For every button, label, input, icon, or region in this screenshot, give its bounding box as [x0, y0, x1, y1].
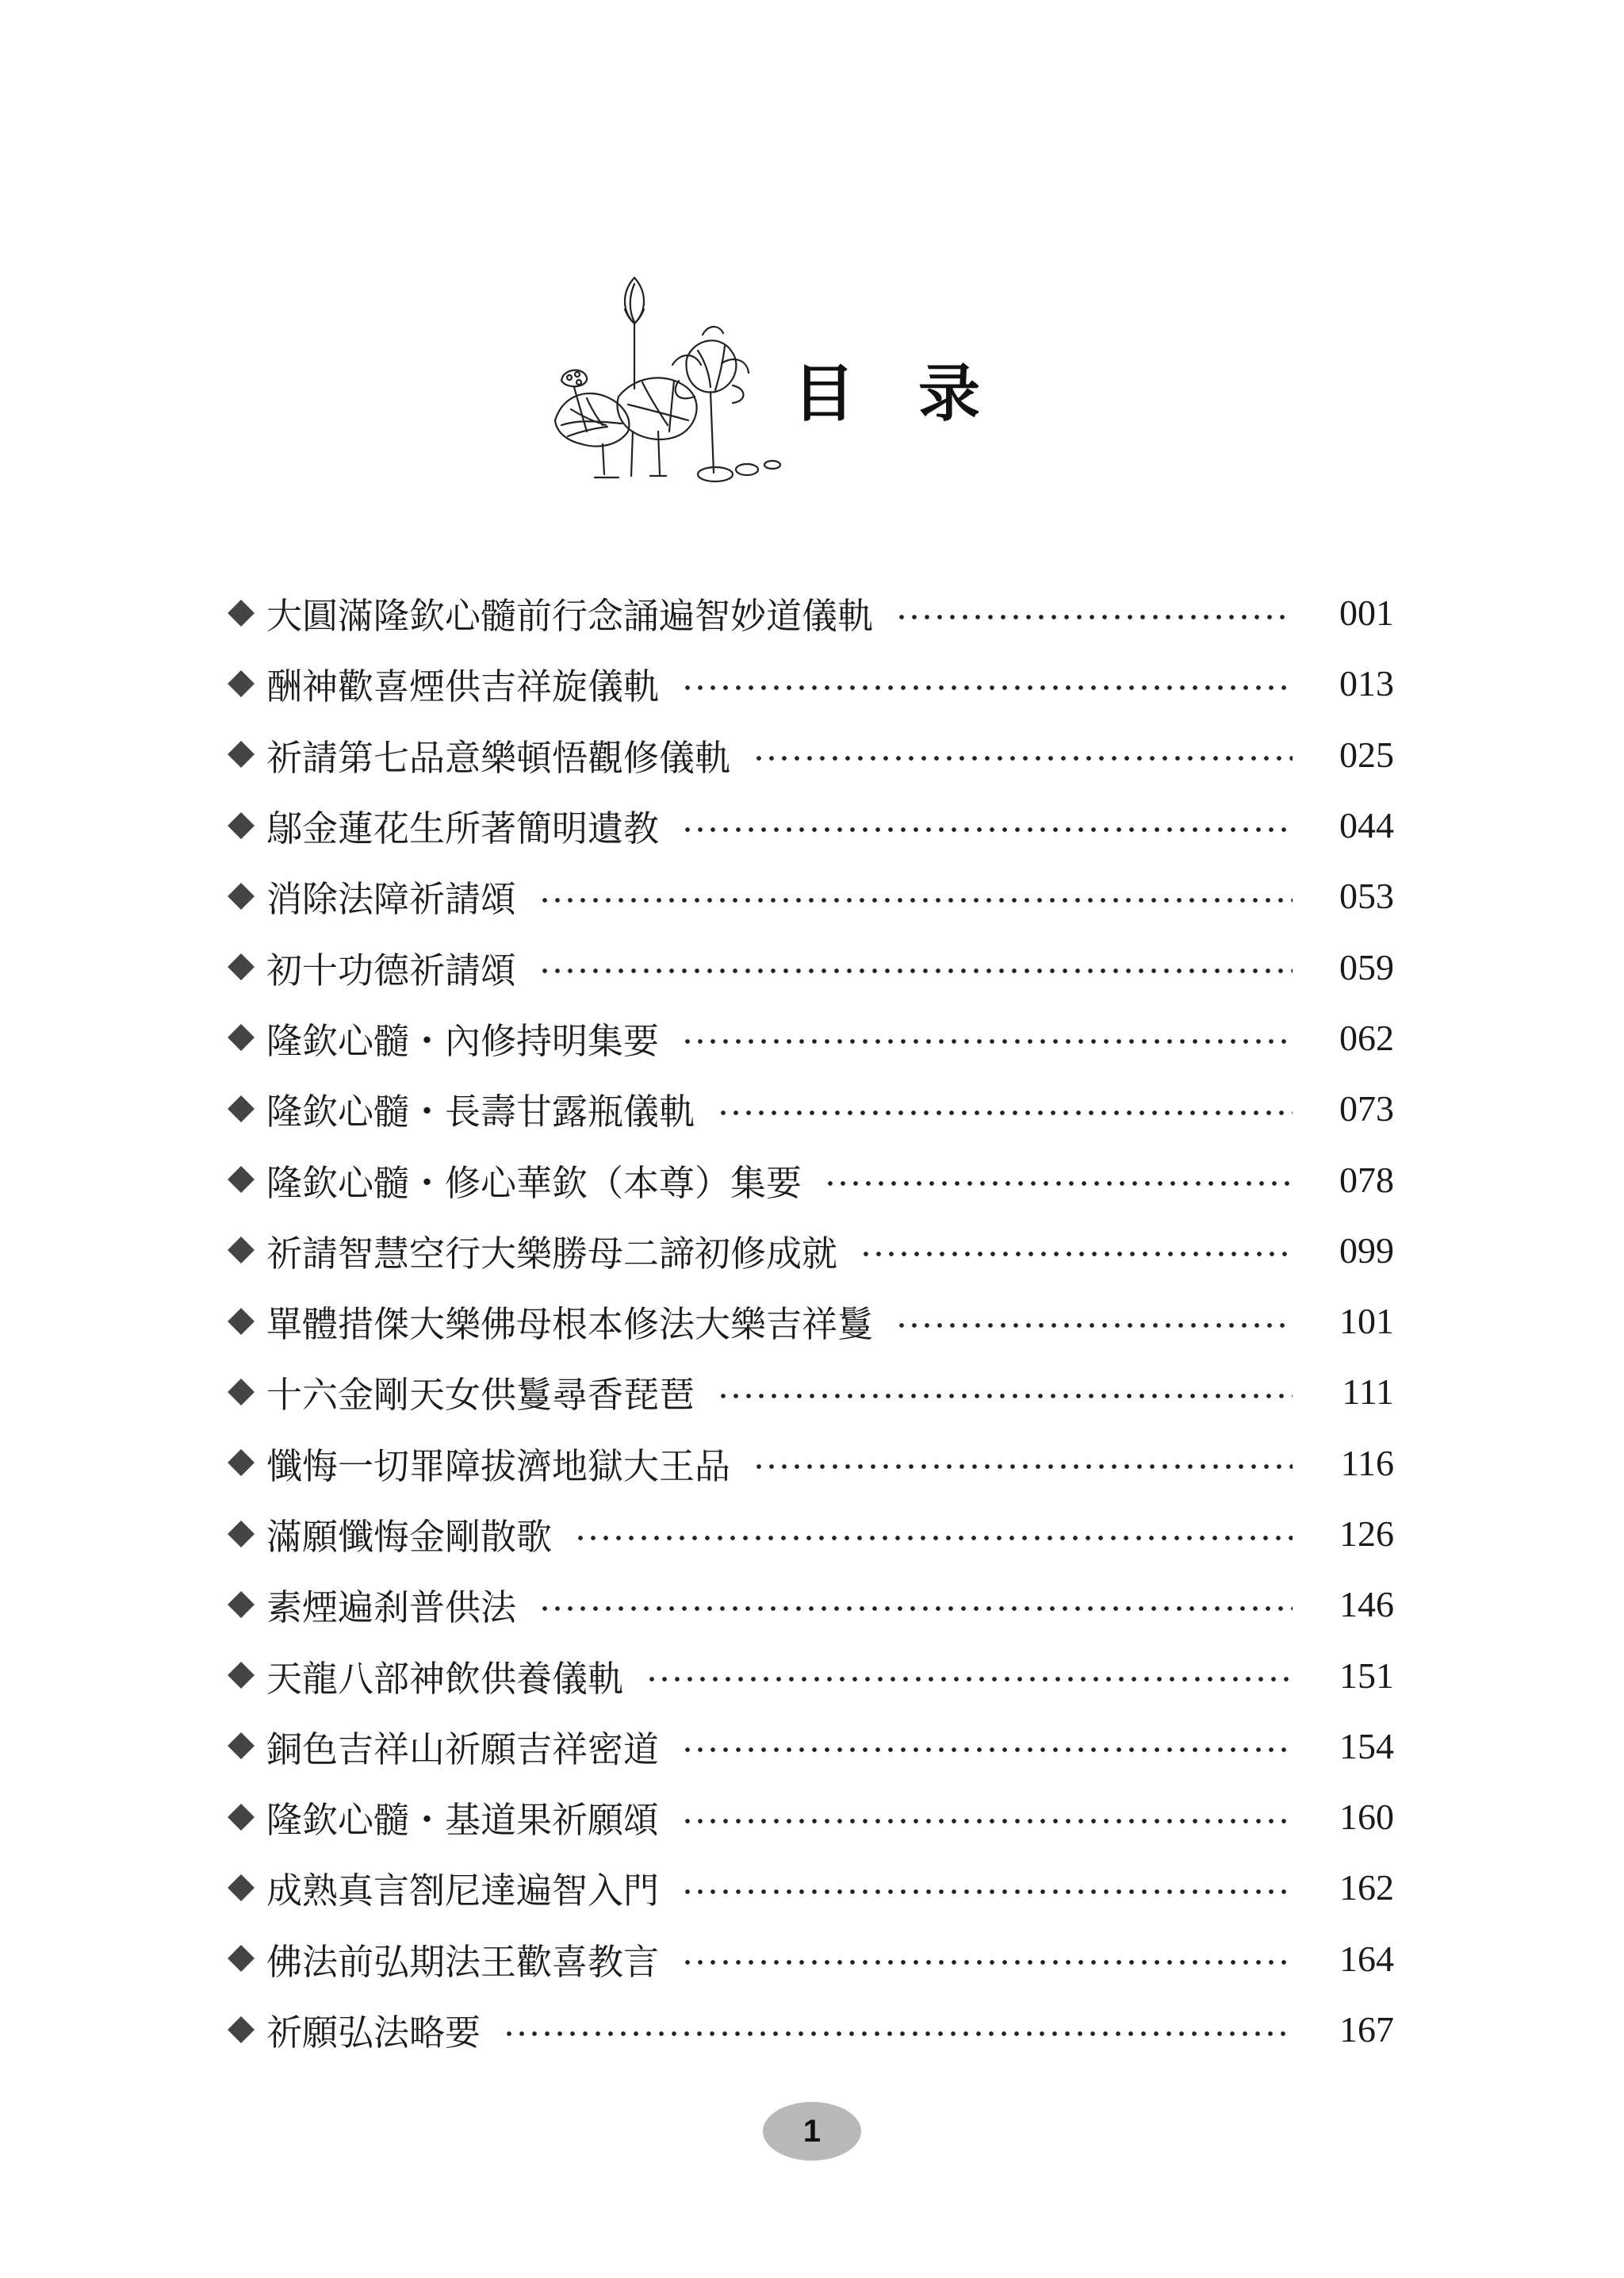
diamond-bullet-icon	[228, 812, 255, 839]
toc-entry[interactable]	[228, 1994, 1394, 2065]
toc-entry-page: 160	[1339, 1797, 1394, 1838]
dot-leader	[645, 1677, 1293, 1682]
toc-entry-page: 025	[1339, 734, 1394, 775]
toc-entry[interactable]	[228, 861, 1394, 931]
toc-entry[interactable]	[228, 719, 1394, 790]
diamond-bullet-icon	[228, 883, 255, 910]
toc-entry[interactable]	[228, 1356, 1394, 1427]
toc-entry-title: 大圓滿隆欽心髓前行念誦遍智妙道儀軌	[266, 595, 874, 638]
table-of-contents	[228, 577, 1394, 2065]
toc-entry-page: 167	[1339, 2009, 1394, 2050]
toc-entry[interactable]	[228, 1286, 1394, 1356]
diamond-bullet-icon	[228, 1166, 255, 1193]
toc-entry-page: 126	[1339, 1513, 1394, 1554]
diamond-bullet-icon	[228, 1095, 255, 1122]
dot-leader	[753, 756, 1293, 761]
dot-leader	[538, 1606, 1293, 1611]
diamond-bullet-icon	[228, 1379, 255, 1406]
toc-entry[interactable]	[228, 1215, 1394, 1286]
toc-entry-title: 隆欽心髓・長壽甘露瓶儀軌	[266, 1091, 695, 1133]
toc-entry-title: 祈願弘法略要	[266, 2011, 481, 2054]
toc-entry[interactable]	[228, 1003, 1394, 1073]
toc-entry-page: 154	[1339, 1725, 1394, 1766]
dot-leader	[824, 1181, 1293, 1186]
toc-entry-page: 164	[1339, 1938, 1394, 1979]
diamond-bullet-icon	[228, 1024, 255, 1051]
toc-entry-page: 116	[1340, 1442, 1394, 1483]
diamond-bullet-icon	[228, 1521, 255, 1547]
toc-entry-page: 111	[1342, 1371, 1394, 1413]
toc-entry-title: 隆欽心髓・內修持明集要	[266, 1019, 660, 1062]
toc-entry[interactable]	[228, 1498, 1394, 1569]
dot-leader	[681, 1889, 1293, 1894]
toc-entry-page: 044	[1339, 805, 1394, 846]
toc-entry-page: 062	[1339, 1017, 1394, 1058]
page-number-badge	[763, 2102, 861, 2161]
toc-entry[interactable]	[228, 1781, 1394, 1852]
diamond-bullet-icon	[228, 1662, 255, 1689]
diamond-bullet-icon	[228, 1804, 255, 1831]
toc-entry-title: 酬神歡喜煙供吉祥旋儀軌	[266, 665, 660, 708]
toc-entry-title: 十六金剛天女供鬘尋香琵琶	[266, 1374, 695, 1417]
toc-entry[interactable]	[228, 790, 1394, 861]
dot-leader	[681, 1039, 1293, 1044]
dot-leader	[860, 1252, 1293, 1256]
toc-entry-title: 佛法前弘期法王歡喜教言	[266, 1940, 660, 1983]
dot-leader	[681, 1819, 1293, 1824]
toc-entry-page: 162	[1339, 1867, 1394, 1908]
toc-entry-page: 053	[1339, 876, 1394, 917]
toc-entry-title: 滿願懺悔金剛散歌	[266, 1516, 553, 1558]
toc-entry-page: 101	[1339, 1301, 1394, 1342]
toc-entry-page: 151	[1339, 1655, 1394, 1696]
dot-leader	[538, 968, 1293, 973]
diamond-bullet-icon	[228, 1449, 255, 1476]
dot-leader	[895, 1323, 1293, 1328]
toc-entry-title: 鄔金蓮花生所著簡明遺教	[266, 807, 660, 850]
toc-entry[interactable]	[228, 1852, 1394, 1923]
toc-entry[interactable]	[228, 648, 1394, 719]
dot-leader	[681, 1960, 1293, 1965]
toc-entry-title: 祈請第七品意樂頓悟觀修儀軌	[266, 736, 731, 779]
diamond-bullet-icon	[228, 953, 255, 980]
page-title-char-1: 目	[793, 358, 856, 430]
toc-entry-title: 隆欽心髓・基道果祈願頌	[266, 1799, 660, 1842]
dot-leader	[717, 1394, 1293, 1398]
page-title-char-2: 录	[918, 358, 981, 430]
diamond-bullet-icon	[228, 1874, 255, 1901]
toc-entry[interactable]	[228, 1639, 1394, 1710]
toc-entry-page: 146	[1339, 1584, 1394, 1625]
toc-entry-title: 隆欽心髓・修心華欽（本尊）集要	[266, 1161, 802, 1204]
toc-entry-page: 013	[1339, 663, 1394, 704]
diamond-bullet-icon	[228, 1237, 255, 1264]
dot-leader	[895, 615, 1293, 619]
dot-leader	[681, 685, 1293, 690]
dot-leader	[717, 1110, 1293, 1115]
toc-entry-title: 單體措傑大樂佛母根本修法大樂吉祥鬘	[266, 1303, 874, 1346]
diamond-bullet-icon	[228, 1591, 255, 1618]
toc-entry-title: 素煙遍刹普供法	[266, 1586, 517, 1629]
page-number: 1	[802, 2113, 822, 2149]
toc-entry-title: 消除法障祈請頌	[266, 878, 517, 921]
dot-leader	[503, 2031, 1293, 2036]
diamond-bullet-icon	[228, 2016, 255, 2043]
toc-entry-title: 懺悔一切罪障拔濟地獄大王品	[266, 1444, 731, 1487]
dot-leader	[538, 898, 1293, 903]
dot-leader	[753, 1464, 1293, 1469]
toc-entry[interactable]	[228, 931, 1394, 1002]
diamond-bullet-icon	[228, 670, 255, 697]
toc-entry[interactable]	[228, 1711, 1394, 1781]
toc-entry-page: 078	[1339, 1159, 1394, 1200]
toc-entry-page: 059	[1339, 946, 1394, 988]
lotus-illustration-icon	[539, 262, 793, 484]
diamond-bullet-icon	[228, 600, 255, 627]
toc-entry-title: 成熟真言劄尼達遍智入門	[266, 1870, 660, 1912]
toc-entry[interactable]	[228, 577, 1394, 648]
toc-entry[interactable]	[228, 1923, 1394, 1994]
toc-entry-title: 天龍八部神飲供養儀軌	[266, 1657, 624, 1700]
dot-leader	[681, 827, 1293, 832]
toc-entry[interactable]	[228, 1569, 1394, 1639]
diamond-bullet-icon	[228, 1945, 255, 1972]
toc-header	[0, 262, 1624, 484]
toc-entry[interactable]	[228, 1144, 1394, 1214]
toc-entry-page: 099	[1339, 1229, 1394, 1271]
diamond-bullet-icon	[228, 741, 255, 768]
page-title	[793, 349, 980, 428]
toc-entry[interactable]	[228, 1428, 1394, 1498]
toc-entry-title: 銅色吉祥山祈願吉祥密道	[266, 1728, 660, 1770]
dot-leader	[681, 1747, 1293, 1752]
dot-leader	[574, 1536, 1293, 1540]
diamond-bullet-icon	[228, 1308, 255, 1335]
toc-entry-page: 001	[1339, 593, 1394, 634]
toc-entry-page: 073	[1339, 1088, 1394, 1129]
toc-entry-title: 初十功德祈請頌	[266, 949, 517, 991]
toc-entry-title: 祈請智慧空行大樂勝母二諦初修成就	[266, 1232, 838, 1275]
toc-entry[interactable]	[228, 1073, 1394, 1144]
diamond-bullet-icon	[228, 1732, 255, 1759]
